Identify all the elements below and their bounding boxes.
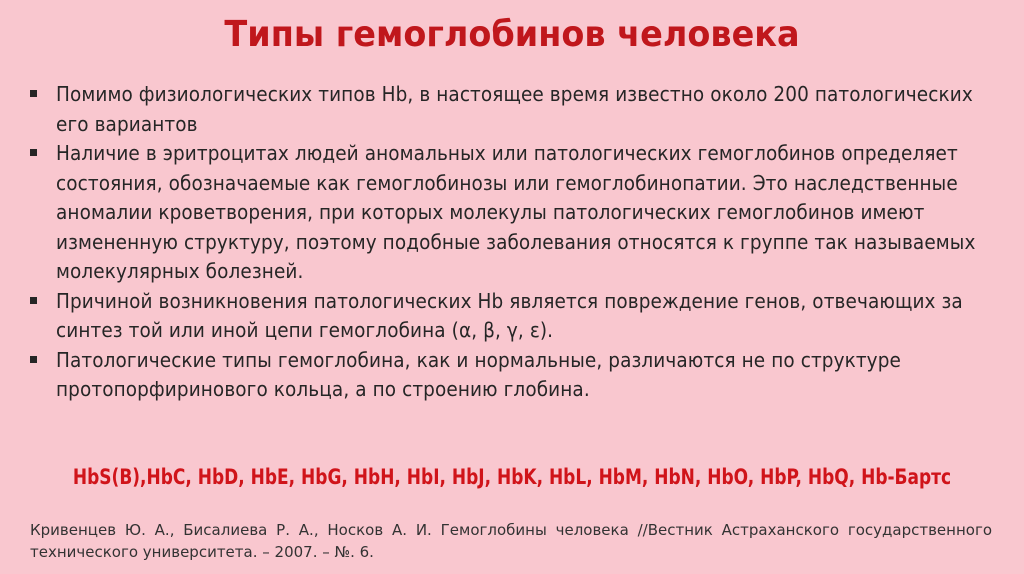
- bullet-text: Патологические типы гемоглобина, как и нормальные, различаются не по структуре протопорфиринового кольца, а по строению глобина.: [56, 347, 901, 401]
- bullet-list: [30, 80, 1000, 405]
- slide-title: Типы гемоглобинов человека: [224, 14, 800, 55]
- bullet-item: [30, 80, 1000, 139]
- bullet-item: [30, 287, 1000, 346]
- bullet-text: Помимо физиологических типов Hb, в настоящее время известно около 200 патологических его вариантов: [56, 82, 973, 136]
- square-bullet-icon: [30, 90, 37, 97]
- square-bullet-icon: [30, 149, 37, 156]
- bullet-item: [30, 346, 1000, 405]
- square-bullet-icon: [30, 297, 37, 304]
- bullet-item: [30, 139, 1000, 287]
- bullet-text: Наличие в эритроцитах людей аномальных или патологических гемоглобинов определяет состояния, обозначаемые как гемоглобинозы или гемоглобинопатии. Это наследственные аномалии кроветворения, при которых молекулы патологических гемоглобинов имеют измененную структуру, поэтому подобные заболевания относятся к группе так называемых молекулярных болезней.: [56, 141, 976, 283]
- bullet-text: Причиной возникновения патологических Hb является повреждение генов, отвечающих за синтез той или иной цепи гемоглобина (α, β, γ, ε).: [56, 288, 963, 342]
- hemoglobin-types-list: HbS(B),HbC, HbD, HbE, HbG, HbH, HbI, HbJ, HbK, HbL, HbM, HbN, HbO, HbP, HbQ, Hb-Бартс: [72, 465, 952, 489]
- square-bullet-icon: [30, 356, 37, 363]
- reference-citation: Кривенцев Ю. А., Бисалиева Р. А., Носков А. И. Гемоглобины человека //Вестник Астраханского государственного технического университета. – 2007. – №. 6.: [30, 521, 992, 561]
